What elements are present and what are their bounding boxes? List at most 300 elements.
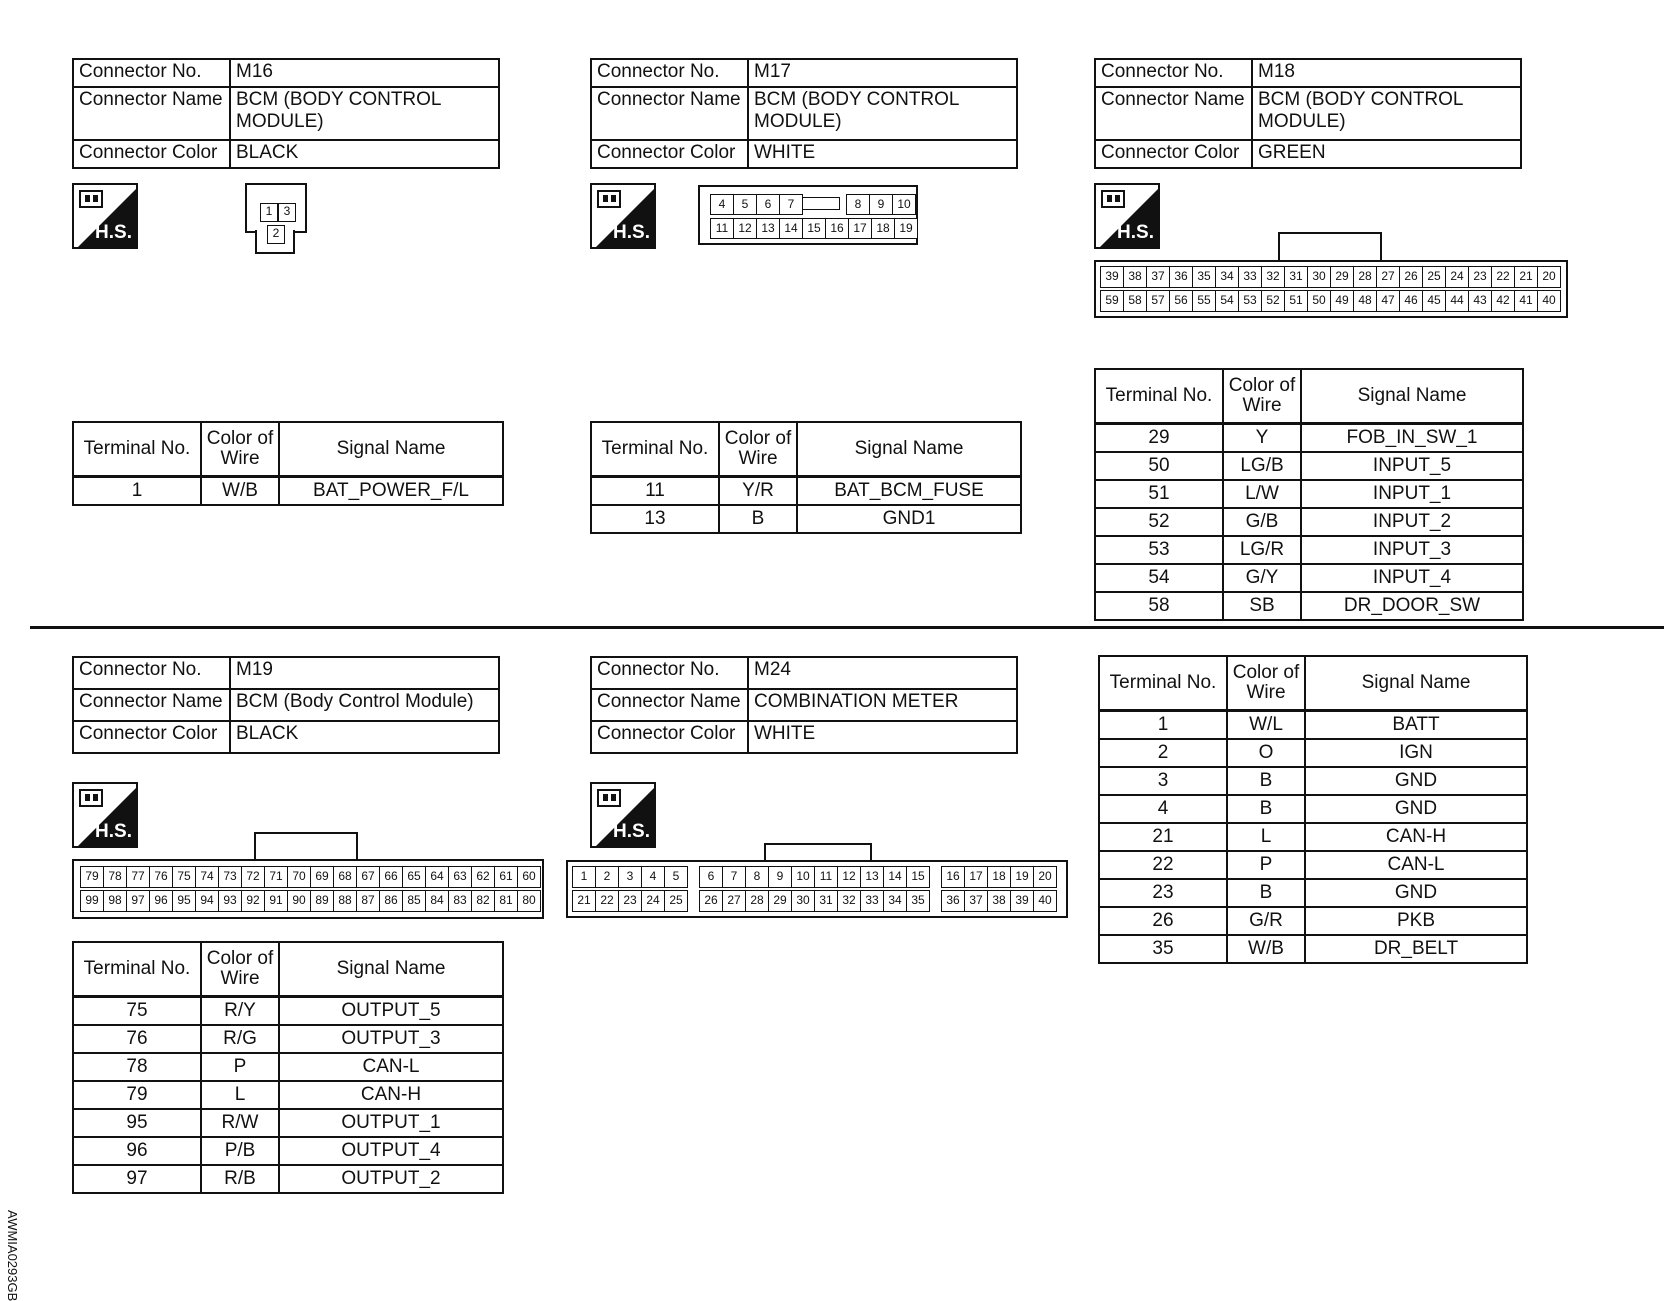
harness-side-icon	[1094, 183, 1160, 249]
connector-pin: 26	[1399, 266, 1423, 288]
label-connector-name: Connector Name	[591, 689, 748, 721]
table-row	[1099, 879, 1527, 907]
label-connector-color: Connector Color	[73, 140, 230, 168]
connector-pin: 88	[333, 890, 357, 912]
connector-pin: 16	[825, 218, 849, 239]
connector-pin: 62	[471, 866, 495, 888]
connector-pin: 67	[356, 866, 380, 888]
connector-color-value: WHITE	[748, 721, 1017, 753]
connector-pin: 82	[471, 890, 495, 912]
connector-pin: 37	[1146, 266, 1170, 288]
connector-pin: 72	[241, 866, 265, 888]
header-signal-name: Signal Name	[279, 942, 503, 997]
header-terminal-no: Terminal No.	[591, 422, 719, 477]
connector-pin: 73	[218, 866, 242, 888]
hs-label: H.S.	[95, 222, 132, 243]
connector-pin: 5	[733, 194, 757, 215]
connector-pin: 6	[756, 194, 780, 215]
connector-pin: 39	[1100, 266, 1124, 288]
header-signal-name: Signal Name	[1305, 656, 1527, 711]
m24-terminal-table	[1098, 655, 1528, 964]
connector-pin: 60	[517, 866, 541, 888]
connector-pin: 36	[1169, 266, 1193, 288]
connector-pin: 28	[745, 890, 769, 912]
wire-color: L	[1227, 823, 1305, 851]
wire-color: O	[1227, 739, 1305, 767]
wire-color: G/Y	[1223, 564, 1301, 592]
connector-pin: 26	[699, 890, 723, 912]
connector-pin: 96	[149, 890, 173, 912]
connector-pin: 11	[710, 218, 734, 239]
terminal-no: 4	[1099, 795, 1227, 823]
connector-pin: 70	[287, 866, 311, 888]
connector-pin: 7	[779, 194, 803, 215]
wire-color: B	[1227, 879, 1305, 907]
terminal-no: 22	[1099, 851, 1227, 879]
connector-pin: 91	[264, 890, 288, 912]
signal-name: OUTPUT_3	[279, 1025, 503, 1053]
signal-name: BAT_BCM_FUSE	[797, 477, 1021, 506]
table-row	[1095, 452, 1523, 480]
terminal-no: 13	[591, 505, 719, 533]
table-row	[1095, 536, 1523, 564]
header-signal-name: Signal Name	[1301, 369, 1523, 424]
wire-color: B	[719, 505, 797, 533]
m17-connector-info	[590, 58, 1018, 169]
signal-name: BATT	[1305, 711, 1527, 740]
connector-pin: 75	[172, 866, 196, 888]
table-row	[1095, 424, 1523, 453]
connector-pin: 19	[894, 218, 918, 239]
connector-pin: 13	[860, 866, 884, 888]
signal-name: CAN-H	[1305, 823, 1527, 851]
figure-code: AWMIA0293GB	[5, 1210, 20, 1301]
connector-pin: 18	[871, 218, 895, 239]
connector-pin: 74	[195, 866, 219, 888]
wire-color: L/W	[1223, 480, 1301, 508]
connector-pin: 27	[722, 890, 746, 912]
connector-pin: 11	[814, 866, 838, 888]
connector-pin: 32	[837, 890, 861, 912]
connector-pin: 31	[1284, 266, 1308, 288]
wire-color: Y/R	[719, 477, 797, 506]
table-row	[73, 1165, 503, 1193]
connector-pin: 71	[264, 866, 288, 888]
connector-pin: 39	[1010, 890, 1034, 912]
signal-name: INPUT_2	[1301, 508, 1523, 536]
wire-color: P	[1227, 851, 1305, 879]
terminal-no: 29	[1095, 424, 1223, 453]
signal-name: GND1	[797, 505, 1021, 533]
connector-pin: 84	[425, 890, 449, 912]
table-row	[73, 1025, 503, 1053]
harness-side-icon	[72, 183, 138, 249]
connector-pin: 51	[1284, 290, 1308, 312]
terminal-no: 50	[1095, 452, 1223, 480]
connector-pin: 5	[664, 866, 688, 888]
table-row	[1099, 767, 1527, 795]
label-connector-no: Connector No.	[591, 657, 748, 689]
connector-pin: 17	[848, 218, 872, 239]
m16-pin: 1	[260, 203, 278, 222]
connector-pin: 9	[768, 866, 792, 888]
connector-pin: 81	[494, 890, 518, 912]
signal-name: IGN	[1305, 739, 1527, 767]
signal-name: CAN-L	[1305, 851, 1527, 879]
connector-pin: 28	[1353, 266, 1377, 288]
table-row	[1095, 480, 1523, 508]
connector-pin: 33	[1238, 266, 1262, 288]
terminal-no: 95	[73, 1109, 201, 1137]
connector-name-value: COMBINATION METER	[748, 689, 1017, 721]
table-row	[1099, 823, 1527, 851]
connector-pin: 83	[448, 890, 472, 912]
connector-pin: 85	[402, 890, 426, 912]
header-color-of-wire: Color of Wire	[719, 422, 797, 477]
connector-pin: 44	[1445, 290, 1469, 312]
signal-name: FOB_IN_SW_1	[1301, 424, 1523, 453]
wire-color: P	[201, 1053, 279, 1081]
terminal-no: 54	[1095, 564, 1223, 592]
m16-terminal-table	[72, 421, 504, 506]
wire-color: R/B	[201, 1165, 279, 1193]
connector-pin: 94	[195, 890, 219, 912]
terminal-no: 35	[1099, 935, 1227, 963]
connector-pin: 30	[791, 890, 815, 912]
connector-color-value: GREEN	[1252, 140, 1521, 168]
connector-pin: 15	[906, 866, 930, 888]
signal-name: OUTPUT_4	[279, 1137, 503, 1165]
signal-name: GND	[1305, 795, 1527, 823]
table-row	[73, 1053, 503, 1081]
signal-name: INPUT_3	[1301, 536, 1523, 564]
connector-pin: 93	[218, 890, 242, 912]
connector-pin: 56	[1169, 290, 1193, 312]
hs-label: H.S.	[613, 821, 650, 842]
label-connector-color: Connector Color	[591, 140, 748, 168]
wire-color: SB	[1223, 592, 1301, 620]
table-row	[1099, 851, 1527, 879]
connector-no-value: M24	[748, 657, 1017, 689]
connector-pin: 79	[80, 866, 104, 888]
hs-label: H.S.	[613, 222, 650, 243]
signal-name: OUTPUT_2	[279, 1165, 503, 1193]
wire-color: R/Y	[201, 997, 279, 1026]
table-row	[591, 505, 1021, 533]
connector-pin: 47	[1376, 290, 1400, 312]
terminal-no: 1	[1099, 711, 1227, 740]
table-row	[1095, 508, 1523, 536]
harness-side-icon	[590, 183, 656, 249]
connector-pin: 1	[572, 866, 596, 888]
signal-name: INPUT_1	[1301, 480, 1523, 508]
harness-side-icon	[590, 782, 656, 848]
label-connector-no: Connector No.	[1095, 59, 1252, 87]
connector-pin: 32	[1261, 266, 1285, 288]
connector-pin: 37	[964, 890, 988, 912]
header-terminal-no: Terminal No.	[1095, 369, 1223, 424]
connector-pin: 76	[149, 866, 173, 888]
terminal-no: 96	[73, 1137, 201, 1165]
connector-color-value: BLACK	[230, 721, 499, 753]
m18-terminal-table	[1094, 368, 1524, 621]
table-row	[73, 477, 503, 506]
connector-pin: 12	[837, 866, 861, 888]
terminal-no: 11	[591, 477, 719, 506]
signal-name: GND	[1305, 879, 1527, 907]
connector-pin: 55	[1192, 290, 1216, 312]
m19-connector-lock	[254, 832, 358, 862]
connector-pin: 10	[791, 866, 815, 888]
connector-pin: 21	[1514, 266, 1538, 288]
wire-color: Y	[1223, 424, 1301, 453]
connector-pin: 89	[310, 890, 334, 912]
connector-pin: 29	[1330, 266, 1354, 288]
connector-no-value: M17	[748, 59, 1017, 87]
terminal-no: 2	[1099, 739, 1227, 767]
connector-pin: 34	[1215, 266, 1239, 288]
connector-pin: 57	[1146, 290, 1170, 312]
m16-pin: 2	[267, 225, 285, 244]
table-row	[73, 1109, 503, 1137]
wire-color: B	[1227, 767, 1305, 795]
label-connector-name: Connector Name	[73, 689, 230, 721]
signal-name: BAT_POWER_F/L	[279, 477, 503, 506]
connector-pin: 2	[595, 866, 619, 888]
wire-color: G/B	[1223, 508, 1301, 536]
wire-color: LG/B	[1223, 452, 1301, 480]
signal-name: INPUT_5	[1301, 452, 1523, 480]
header-signal-name: Signal Name	[279, 422, 503, 477]
terminal-no: 23	[1099, 879, 1227, 907]
connector-pin: 53	[1238, 290, 1262, 312]
connector-pin: 43	[1468, 290, 1492, 312]
connector-pin: 68	[333, 866, 357, 888]
connector-pin: 65	[402, 866, 426, 888]
connector-pin: 4	[641, 866, 665, 888]
connector-pin: 3	[618, 866, 642, 888]
connector-pin: 35	[906, 890, 930, 912]
connector-pin: 20	[1033, 866, 1057, 888]
wire-color: B	[1227, 795, 1305, 823]
connector-pin: 69	[310, 866, 334, 888]
connector-pin: 17	[964, 866, 988, 888]
connector-pin: 38	[987, 890, 1011, 912]
connector-pin: 59	[1100, 290, 1124, 312]
connector-pin: 99	[80, 890, 104, 912]
connector-pin: 49	[1330, 290, 1354, 312]
label-connector-no: Connector No.	[591, 59, 748, 87]
connector-pin: 16	[941, 866, 965, 888]
connector-pin: 15	[802, 218, 826, 239]
wire-color: LG/R	[1223, 536, 1301, 564]
m17-terminal-table	[590, 421, 1022, 534]
wire-color: G/R	[1227, 907, 1305, 935]
connector-pin: 29	[768, 890, 792, 912]
signal-name: DR_BELT	[1305, 935, 1527, 963]
table-row	[1099, 907, 1527, 935]
wire-color: W/L	[1227, 711, 1305, 740]
table-row	[73, 1137, 503, 1165]
connector-pin: 31	[814, 890, 838, 912]
connector-pin: 30	[1307, 266, 1331, 288]
connector-pin: 24	[641, 890, 665, 912]
connector-pin: 66	[379, 866, 403, 888]
connector-pin: 35	[1192, 266, 1216, 288]
terminal-no: 3	[1099, 767, 1227, 795]
connector-pin: 8	[745, 866, 769, 888]
terminal-no: 97	[73, 1165, 201, 1193]
label-connector-name: Connector Name	[1095, 87, 1252, 140]
terminal-no: 21	[1099, 823, 1227, 851]
connector-no-value: M18	[1252, 59, 1521, 87]
connector-pin: 20	[1537, 266, 1561, 288]
connector-pin: 34	[883, 890, 907, 912]
connector-pin: 46	[1399, 290, 1423, 312]
connector-pin: 95	[172, 890, 196, 912]
connector-pin: 22	[595, 890, 619, 912]
connector-pin: 33	[860, 890, 884, 912]
terminal-no: 78	[73, 1053, 201, 1081]
connector-pin: 61	[494, 866, 518, 888]
terminal-no: 51	[1095, 480, 1223, 508]
m19-terminal-table	[72, 941, 504, 1194]
signal-name: DR_DOOR_SW	[1301, 592, 1523, 620]
connector-name-value: BCM (BODY CONTROL MODULE)	[230, 87, 499, 140]
signal-name: INPUT_4	[1301, 564, 1523, 592]
table-row	[73, 1081, 503, 1109]
m17-key	[802, 197, 840, 210]
signal-name: OUTPUT_1	[279, 1109, 503, 1137]
connector-pin: 92	[241, 890, 265, 912]
m19-connector-info	[72, 656, 500, 754]
header-signal-name: Signal Name	[797, 422, 1021, 477]
connector-pin: 14	[883, 866, 907, 888]
connector-pin: 7	[722, 866, 746, 888]
connector-pin: 9	[869, 194, 893, 215]
table-row	[1095, 592, 1523, 620]
connector-pin: 64	[425, 866, 449, 888]
connector-pin: 23	[618, 890, 642, 912]
connector-pin: 50	[1307, 290, 1331, 312]
connector-pin: 63	[448, 866, 472, 888]
connector-pin: 77	[126, 866, 150, 888]
connector-pin: 4	[710, 194, 734, 215]
connector-pin: 8	[846, 194, 870, 215]
connector-pin: 21	[572, 890, 596, 912]
terminal-no: 75	[73, 997, 201, 1026]
connector-pin: 86	[379, 890, 403, 912]
wire-color: W/B	[201, 477, 279, 506]
signal-name: OUTPUT_5	[279, 997, 503, 1026]
connector-pin: 19	[1010, 866, 1034, 888]
signal-name: CAN-L	[279, 1053, 503, 1081]
connector-pin: 80	[517, 890, 541, 912]
terminal-no: 26	[1099, 907, 1227, 935]
terminal-no: 52	[1095, 508, 1223, 536]
header-color-of-wire: Color of Wire	[201, 422, 279, 477]
connector-pin: 10	[892, 194, 916, 215]
section-divider	[30, 626, 1664, 629]
connector-name-value: BCM (BODY CONTROL MODULE)	[748, 87, 1017, 140]
label-connector-no: Connector No.	[73, 657, 230, 689]
wire-color: R/W	[201, 1109, 279, 1137]
hs-label: H.S.	[95, 821, 132, 842]
harness-side-icon	[72, 782, 138, 848]
connector-pin: 14	[779, 218, 803, 239]
connector-pin: 22	[1491, 266, 1515, 288]
connector-pin: 54	[1215, 290, 1239, 312]
terminal-no: 79	[73, 1081, 201, 1109]
signal-name: PKB	[1305, 907, 1527, 935]
connector-pin: 36	[941, 890, 965, 912]
m16-pin: 3	[278, 203, 296, 222]
m24-connector-info	[590, 656, 1018, 754]
connector-pin: 52	[1261, 290, 1285, 312]
m18-connector-lock	[1278, 232, 1382, 262]
table-row	[73, 997, 503, 1026]
connector-pin: 97	[126, 890, 150, 912]
wire-color: P/B	[201, 1137, 279, 1165]
label-connector-color: Connector Color	[1095, 140, 1252, 168]
connector-no-value: M19	[230, 657, 499, 689]
connector-name-value: BCM (Body Control Module)	[230, 689, 499, 721]
label-connector-no: Connector No.	[73, 59, 230, 87]
connector-pin: 25	[664, 890, 688, 912]
hs-label: H.S.	[1117, 222, 1154, 243]
connector-pin: 78	[103, 866, 127, 888]
header-color-of-wire: Color of Wire	[201, 942, 279, 997]
connector-pin: 98	[103, 890, 127, 912]
header-terminal-no: Terminal No.	[73, 942, 201, 997]
header-terminal-no: Terminal No.	[73, 422, 201, 477]
wire-color: W/B	[1227, 935, 1305, 963]
signal-name: GND	[1305, 767, 1527, 795]
label-connector-name: Connector Name	[591, 87, 748, 140]
connector-pin: 12	[733, 218, 757, 239]
terminal-no: 58	[1095, 592, 1223, 620]
table-row	[1099, 739, 1527, 767]
connector-pin: 87	[356, 890, 380, 912]
connector-pin: 38	[1123, 266, 1147, 288]
connector-pin: 45	[1422, 290, 1446, 312]
wire-color: L	[201, 1081, 279, 1109]
connector-pin: 42	[1491, 290, 1515, 312]
connector-color-value: BLACK	[230, 140, 499, 168]
header-color-of-wire: Color of Wire	[1227, 656, 1305, 711]
connector-pin: 25	[1422, 266, 1446, 288]
connector-pin: 40	[1537, 290, 1561, 312]
signal-name: CAN-H	[279, 1081, 503, 1109]
label-connector-color: Connector Color	[591, 721, 748, 753]
terminal-no: 76	[73, 1025, 201, 1053]
table-row	[1099, 935, 1527, 963]
connector-no-value: M16	[230, 59, 499, 87]
connector-pin: 6	[699, 866, 723, 888]
connector-name-value: BCM (BODY CONTROL MODULE)	[1252, 87, 1521, 140]
connector-color-value: WHITE	[748, 140, 1017, 168]
connector-pin: 48	[1353, 290, 1377, 312]
table-row	[1099, 711, 1527, 740]
connector-pin: 41	[1514, 290, 1538, 312]
header-terminal-no: Terminal No.	[1099, 656, 1227, 711]
connector-pin: 18	[987, 866, 1011, 888]
wire-color: R/G	[201, 1025, 279, 1053]
connector-pin: 13	[756, 218, 780, 239]
m16-connector-info	[72, 58, 500, 169]
connector-pin: 40	[1033, 890, 1057, 912]
terminal-no: 53	[1095, 536, 1223, 564]
